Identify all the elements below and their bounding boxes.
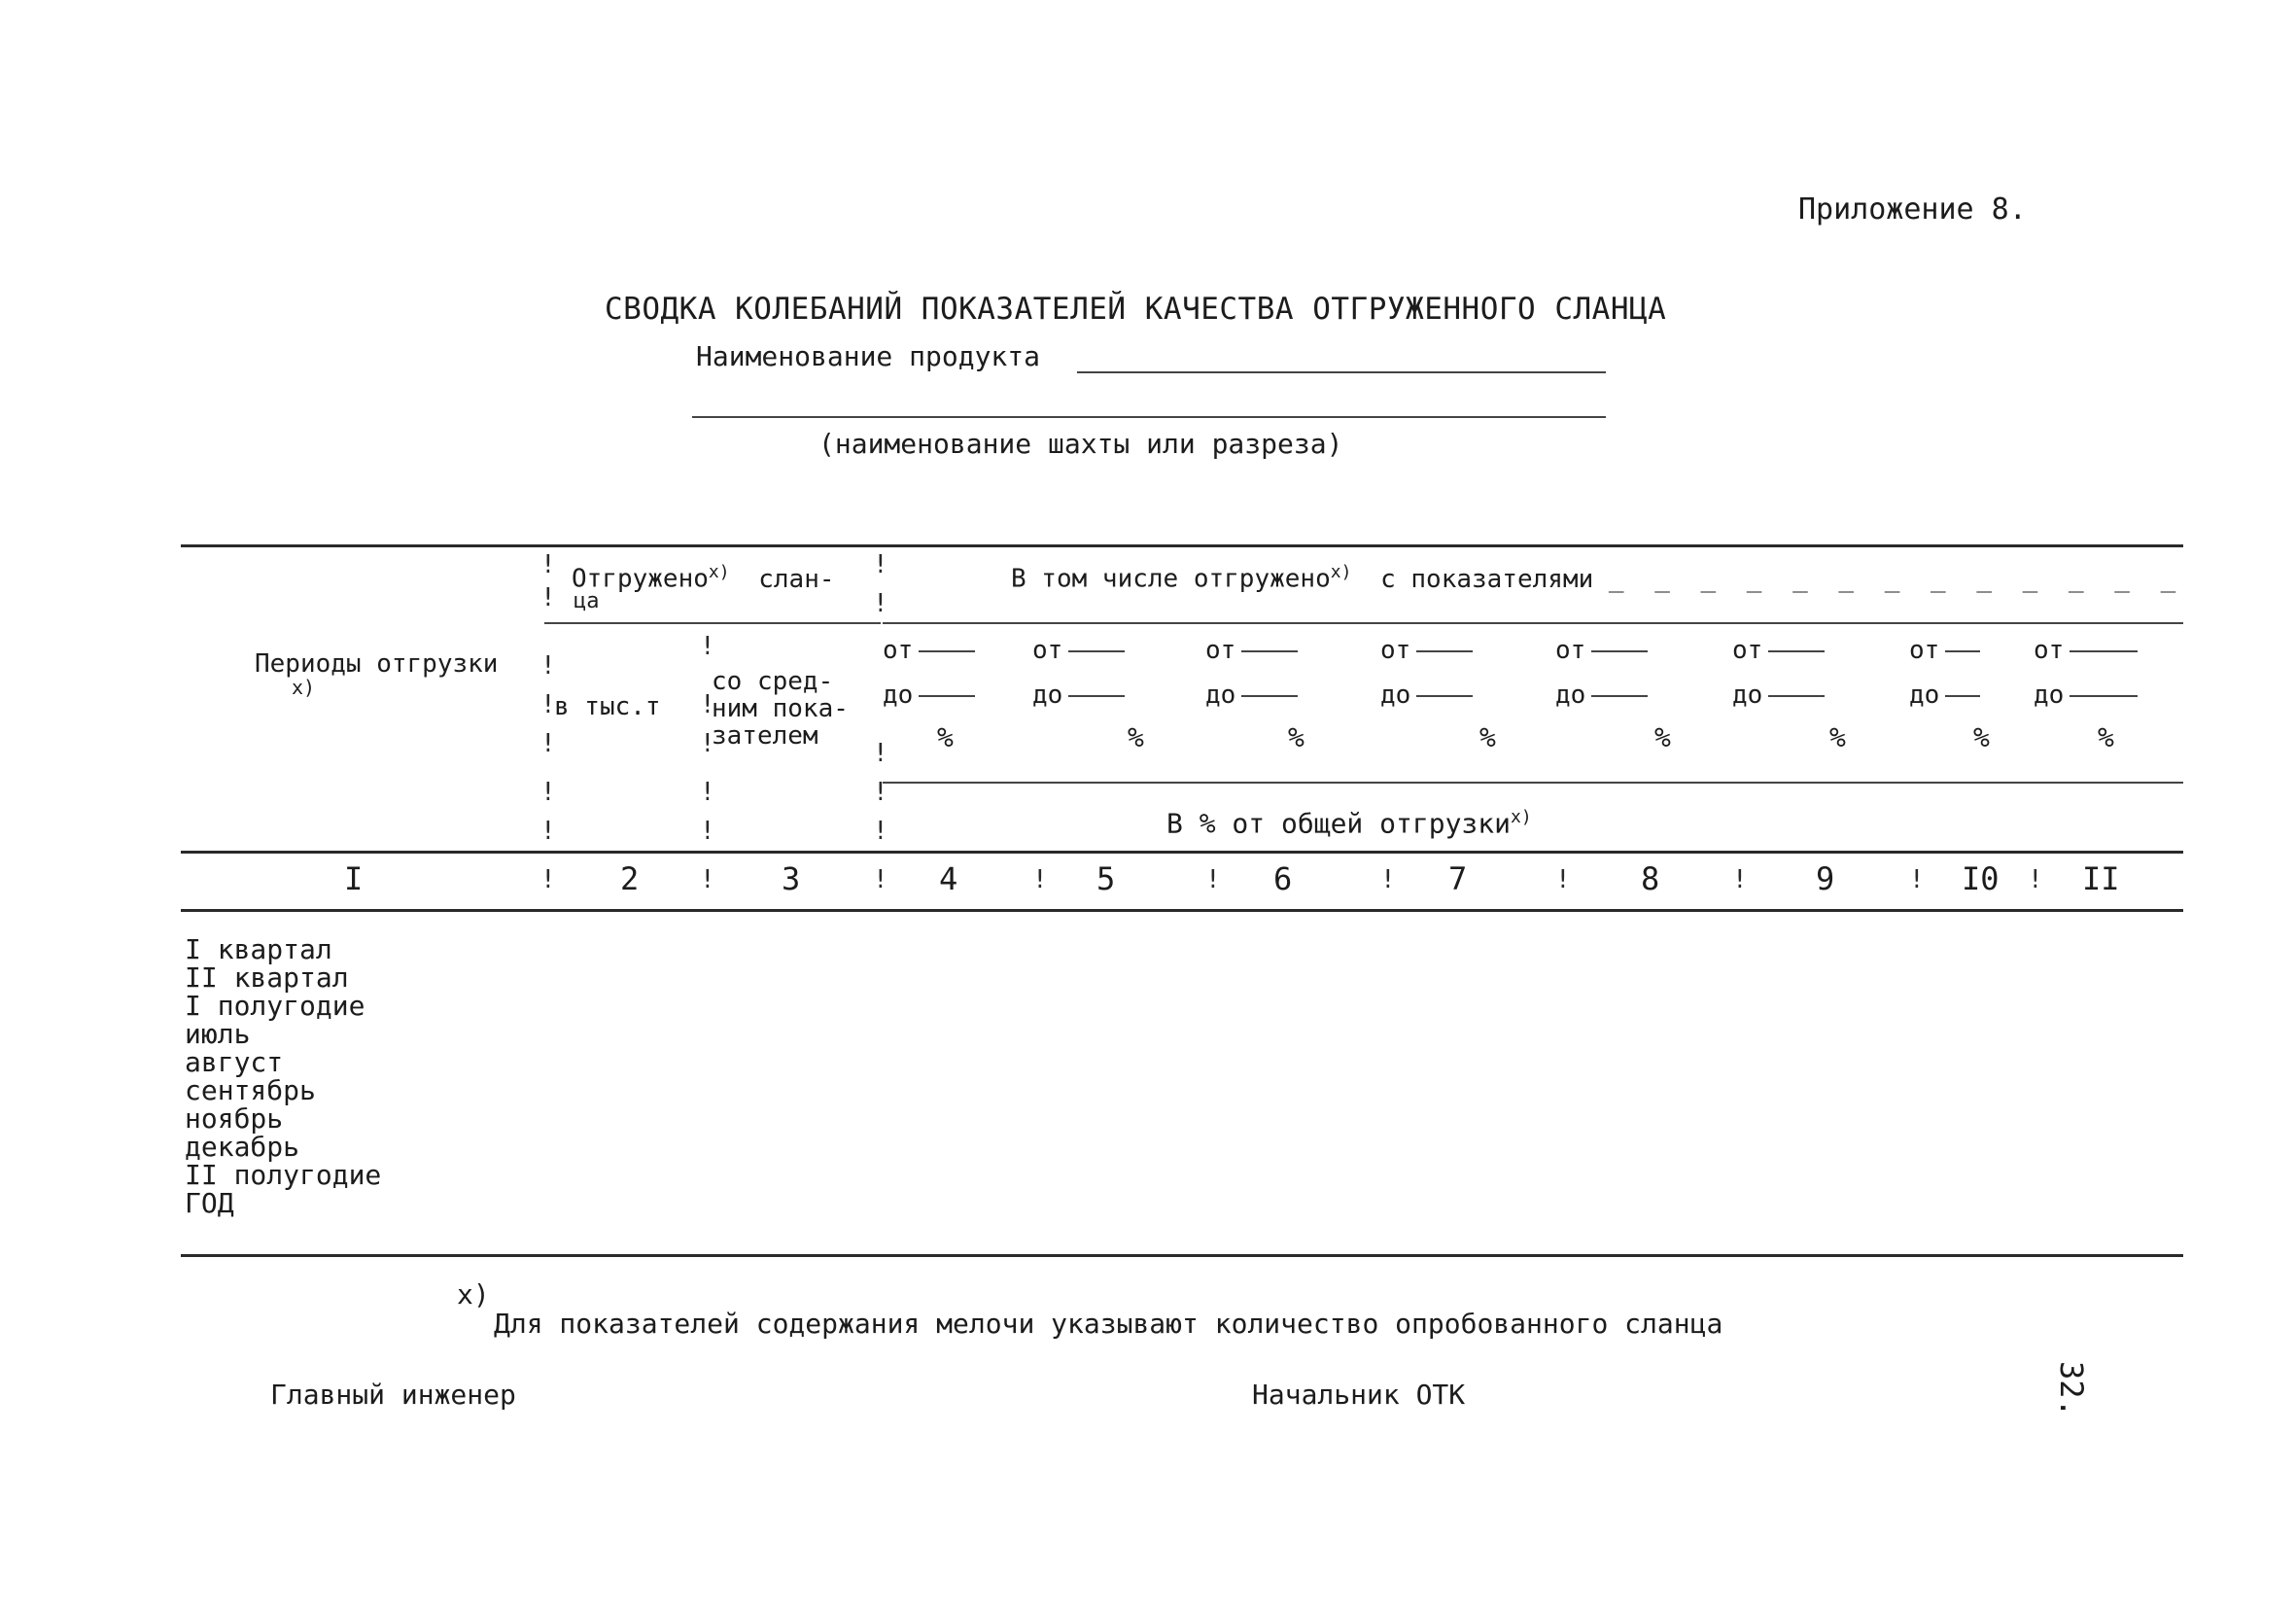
avg-header-3: зателем [712,721,818,751]
signature-chief-engineer: Главный инженер [270,1379,516,1411]
header-bottom-rule [181,851,2183,854]
percent-5: % [1128,721,1144,753]
to-cell-10: до [1909,681,1980,710]
to-cell-4: до [883,681,975,710]
to-cell-11: до [2034,681,2138,710]
period-row: II полугодие [185,1159,382,1191]
period-row: июль [185,1018,251,1050]
from-cell-10: от [1909,636,1980,665]
to-cell-9: до [1732,681,1825,710]
col-num-9: 9 [1816,860,1835,897]
col-num-11: II [2082,860,2120,897]
footnote-text: Для показателей содержания мелочи указывают количество опробованного сланца [494,1308,1723,1340]
avg-header-2: ним пока- [712,694,849,723]
from-cell-11: от [2034,636,2138,665]
percent-10: % [1973,721,1990,753]
page-number: 32. [2053,1361,2090,1417]
from-cell-9: от [1732,636,1825,665]
col-num-3: 3 [782,860,801,897]
periods-header: Периоды отгрузки [255,649,499,679]
percent-7: % [1479,721,1496,753]
table-bottom-rule [181,1254,2183,1257]
from-cell-7: от [1380,636,1473,665]
period-row: ГОД [185,1187,234,1219]
percent-11: % [2098,721,2114,753]
mine-blank-line [692,416,1606,418]
percent-of-total: В % от общей отгрузки$^{х)}$ [1166,807,1532,840]
product-blank-line [1077,371,1606,373]
percent-9: % [1829,721,1846,753]
shipped-header: Отгружено$^{х)}$ слан- [572,562,835,594]
including-subheader-rule [883,622,2183,624]
period-row: I полугодие [185,990,365,1022]
percent-subheader-rule [883,782,2183,784]
appendix-label: Приложение 8. [1798,192,2027,227]
from-cell-6: от [1205,636,1298,665]
col-num-8: 8 [1641,860,1660,897]
col-num-10: I0 [1962,860,2000,897]
col-num-4: 4 [939,860,958,897]
from-cell-4: от [883,636,975,665]
percent-8: % [1654,721,1671,753]
period-row: II квартал [185,961,349,994]
to-cell-6: до [1205,681,1298,710]
avg-header-1: со сред- [712,667,834,696]
period-row: ноябрь [185,1102,284,1135]
to-cell-7: до [1380,681,1473,710]
signature-otk-head: Начальник ОТК [1252,1379,1466,1411]
percent-6: % [1288,721,1305,753]
footnote-mark: х) [457,1278,490,1311]
including-header: В том числе отгружено$^{х)}$ с показателями _ _ _ _ _ _ _ _ _ _ _ _ _ [1011,562,2184,594]
periods-header-sup: х) [292,676,316,699]
mine-caption: (наименование шахты или разреза) [818,428,1343,460]
period-row: сентябрь [185,1074,316,1106]
period-row: август [185,1046,284,1078]
col-num-1: I [344,860,364,897]
from-cell-5: от [1032,636,1125,665]
column-number-rule [181,909,2183,912]
col-num-2: 2 [620,860,640,897]
table-top-rule [181,544,2183,547]
product-label: Наименование продукта [696,340,1041,372]
period-row: декабрь [185,1131,300,1163]
col-num-5: 5 [1096,860,1116,897]
document-title: СВОДКА КОЛЕБАНИЙ ПОКАЗАТЕЛЕЙ КАЧЕСТВА ОТГРУЖЕННОГО СЛАНЦА [605,292,1667,327]
col-num-6: 6 [1273,860,1293,897]
to-cell-5: до [1032,681,1125,710]
percent-4: % [937,721,954,753]
from-cell-8: от [1555,636,1648,665]
in-thousand-t: в тыс.т [554,692,661,721]
period-row: I квартал [185,933,332,965]
shipped-header-tail2: ца [574,589,600,613]
to-cell-8: до [1555,681,1648,710]
col-num-7: 7 [1448,860,1468,897]
shipped-subheader-rule [544,622,881,624]
